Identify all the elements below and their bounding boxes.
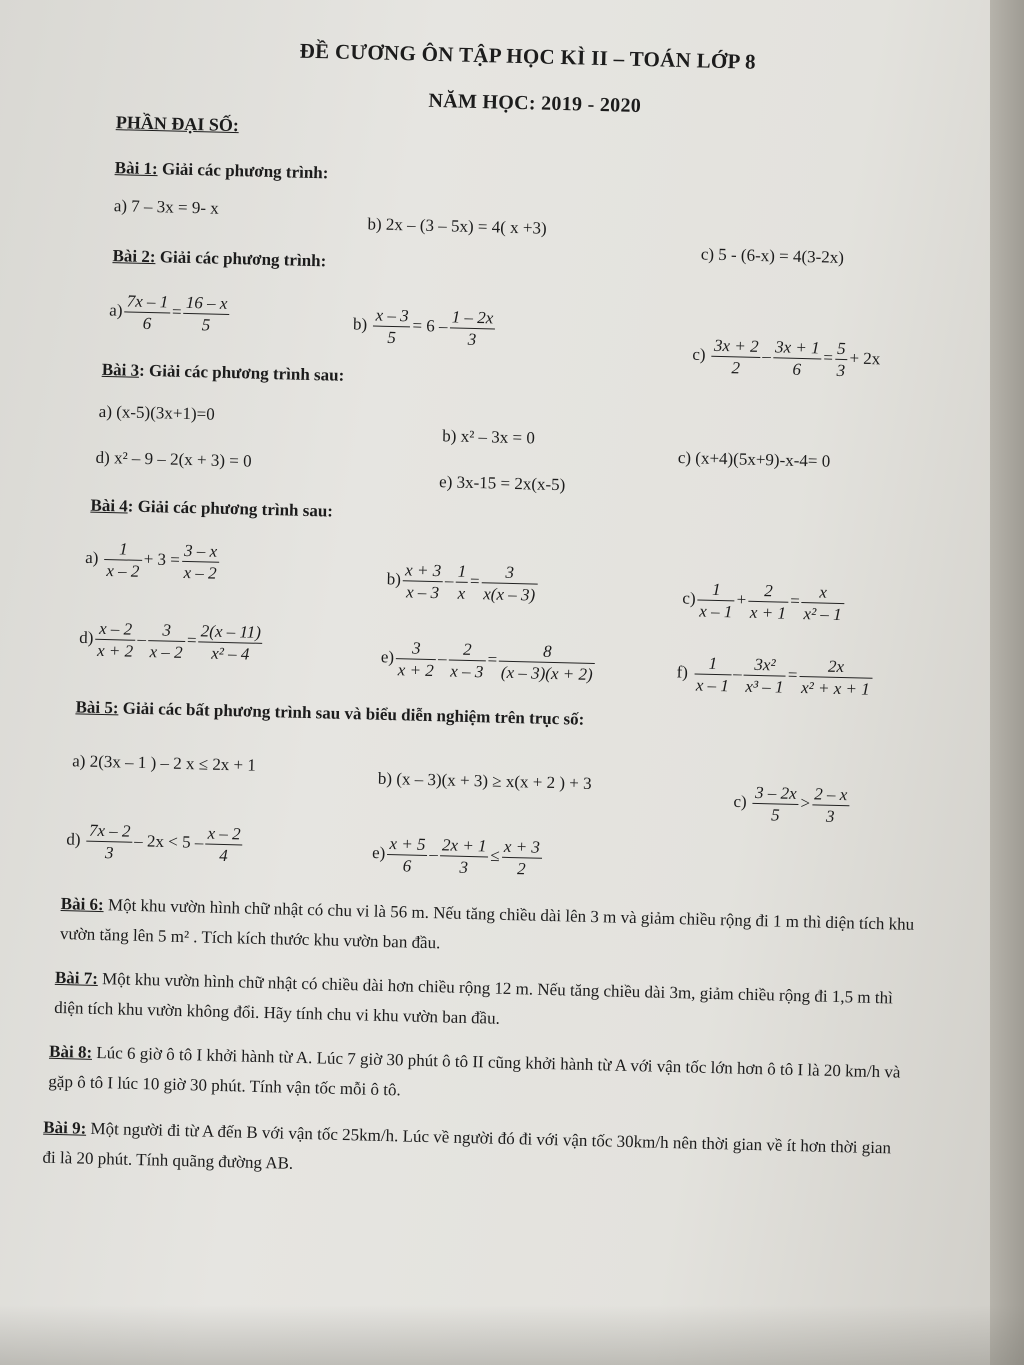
bai3-b: b) x² – 3x = 0 [442,426,536,448]
bai5-d: d) $\frac{7x - 2}{3}$ – 2x < 5 – $\frac{x - 2}{4}$ [66,819,245,866]
bai5-c: c) $\frac{3 - 2x}{5}$ > $\frac{2 - x}{3}$ [733,781,852,827]
bai4-d: d) $\frac{x - 2}{x + 2}$ – $\frac{3}{x - 2}$ = $\frac{2(x - 11)}{\text{x² – 4}}$ [79,617,265,665]
bai7-text: Bài 7: Một khu vườn hình chữ nhật có chiều dài hơn chiều rộng 12 m. Nếu tăng chiều dài 3m, giảm chiều rộng đi 1,5 m thì diện tích khu vườn không đổi. Hãy tính chu vi khu vườn ban đầu. [53,967,894,1028]
bai5-b: b) (x – 3)(x + 3) ≥ x(x + 2 ) + 3 [377,768,592,793]
bai1-c: c) 5 - (6-x) = 4(3-2x) [700,244,845,267]
bai8-text: Bài 8: Lúc 6 giờ ô tô I khởi hành từ A. Lúc 7 giờ 30 phút ô tô II cũng khởi hành từ A với vận tốc lớn hơn ô tô I là 20 km/h và gặp ô tô I lúc 10 giờ 30 phút. Tính vận tốc mỗi ô tô. [48,1041,901,1100]
bai1-a: a) 7 – 3x = 9- x [113,196,220,218]
bai5-heading: Bài 5: Giải các bất phương trình sau và biểu diễn nghiệm trên trục số: [75,697,585,729]
section-heading: PHẦN ĐẠI SỐ: [115,112,240,136]
bai5-e: e) $\frac{x + 5}{6}$ – $\frac{2x + 1}{3}$ ≤ $\frac{x + 3}{2}$ [372,833,545,880]
bai4-b: b) $\frac{x + 3}{x - 3}$ – $\frac{1}{x}$ = $\frac{3}{x(x - 3)}$ [386,559,540,606]
bai3-c: c) (x+4)(5x+9)-x-4= 0 [677,447,831,471]
bai4-f: f) $\frac{1}{x - 1}$ – $\frac{\text{3x²}}{\text{x³ – 1}}$ = $\frac{2x}{\text{x² + x + 1}}$ [676,652,875,700]
bai3-heading: Bài 3: Giải các phương trình sau: [101,359,345,385]
bai2-a: a) $\frac{7x - 1}{6}$ = $\frac{16 - x}{5}$ [109,290,232,336]
bai4-heading: Bài 4: Giải các phương trình sau: [90,495,334,521]
bai5-a: a) 2(3x – 1 ) – 2 x ≤ 2x + 1 [72,751,257,775]
bai1-b: b) 2x – (3 – 5x) = 4( x +3) [367,214,547,238]
school-year: NĂM HỌC: 2019 - 2020 [428,89,642,117]
bai4-a: a) $\frac{1}{x - 2}$ + 3 = $\frac{3 - x}{x - 2}$ [85,538,222,584]
bai4-e: e) $\frac{3}{x + 2}$ – $\frac{2}{x - 3}$ = $\frac{8}{(x - 3)(x + 2)}$ [380,637,597,685]
bai9-text: Bài 9: Một người đi từ A đến B với vận tốc 25km/h. Lúc về người đó đi với vận tốc 30km/h nên thời gian về ít hơn thời gian đi là 20 phút. Tính quãng đường AB. [42,1117,892,1173]
bai6-text: Bài 6: Một khu vườn hình chữ nhật có chu vi là 56 m. Nếu tăng chiều dài lên 3 m và giảm chiều rộng đi 1 m thì diện tích khu vườn tăng lên 5 m² . Tích kích thước khu vườn ban đầu. [59,894,915,953]
paper-edge [990,0,1024,1365]
bai1-heading: Bài 1: Giải các phương trình: [114,158,329,183]
bai2-c: c) $\frac{3x + 2}{2}$ – $\frac{3x + 1}{6}$ = $\frac{5}{3}$ + 2x [692,335,881,381]
bai2-heading: Bài 2: Giải các phương trình: [112,246,327,271]
document-title: ĐỀ CƯƠNG ÔN TẬP HỌC KÌ II – TOÁN LỚP 8 [299,38,757,74]
bai3-e: e) 3x-15 = 2x(x-5) [438,472,566,495]
bai4-c: c) $\frac{1}{x - 1}$ + $\frac{2}{x + 1}$ = $\frac{x}{\text{x² – 1}}$ [682,578,847,625]
bai3-a: a) (x-5)(3x+1)=0 [98,401,215,424]
bai2-b: b) $\frac{x - 3}{5}$ = 6 – $\frac{1 - 2x}{3}$ [352,304,497,351]
bai3-d: d) x² – 9 – 2(x + 3) = 0 [95,447,252,471]
paper-shadow [0,1305,1024,1365]
